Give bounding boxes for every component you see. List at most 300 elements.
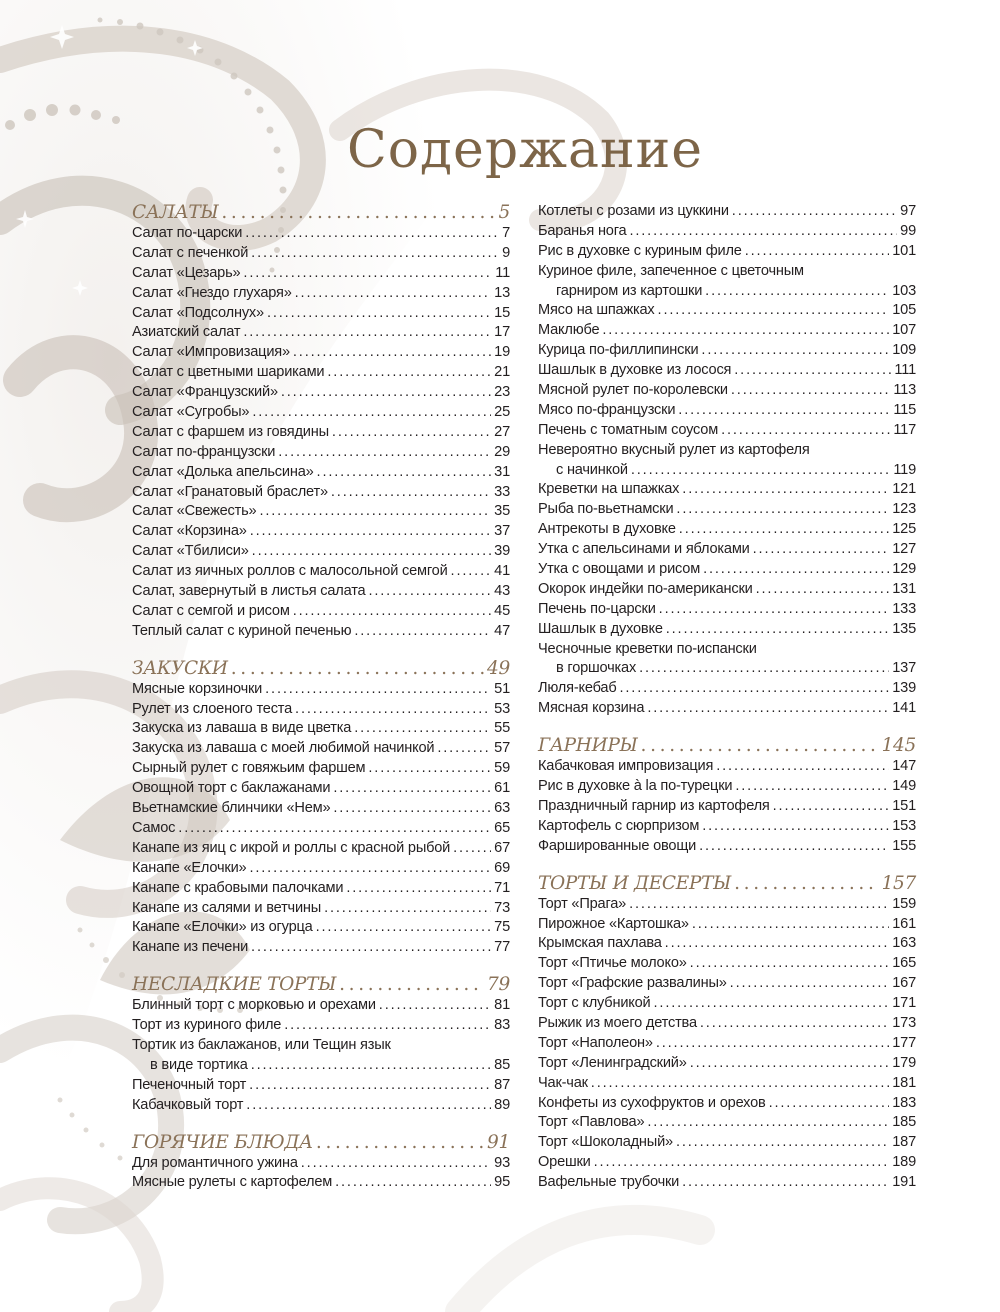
dot-leader	[265, 680, 491, 700]
toc-entry[interactable]	[132, 602, 510, 622]
entry-page-number: 29	[494, 443, 510, 460]
toc-entry[interactable]	[132, 284, 510, 304]
toc-entry[interactable]	[132, 859, 510, 879]
dot-leader	[676, 1133, 889, 1153]
dot-leader	[703, 560, 889, 580]
entry-label: Торт из куриного филе	[132, 1017, 282, 1034]
toc-entry[interactable]	[132, 522, 510, 542]
entry-label: Салат «Корзина»	[132, 523, 247, 540]
entry-label: Курица по-филлипински	[538, 342, 699, 359]
entry-page-number: 165	[892, 955, 916, 972]
entry-page-number: 21	[494, 364, 510, 381]
toc-entry[interactable]	[132, 700, 510, 720]
dot-leader	[295, 700, 491, 720]
entry-page-number: 187	[892, 1134, 916, 1151]
toc-entry[interactable]	[538, 341, 916, 361]
entry-label: Чесночные креветки по-испански	[538, 640, 757, 657]
section-heading[interactable]	[132, 1132, 510, 1154]
toc-entry[interactable]	[132, 323, 510, 343]
entry-label: Салат «Цезарь»	[132, 264, 241, 281]
toc-entry[interactable]	[132, 343, 510, 363]
toc-entry[interactable]	[538, 994, 916, 1014]
dot-leader	[327, 363, 491, 383]
dot-leader	[453, 839, 491, 859]
dot-leader	[259, 502, 491, 522]
entry-page-number: 43	[494, 583, 510, 600]
entry-page-number: 125	[892, 521, 916, 538]
toc-entry[interactable]	[132, 879, 510, 899]
toc-entry[interactable]	[538, 480, 916, 500]
toc-entry[interactable]	[132, 799, 510, 819]
dot-leader	[676, 500, 889, 520]
entry-label: Вьетнамские блинчики «Нем»	[132, 800, 331, 817]
dot-leader	[379, 996, 491, 1016]
entry-page-number: 71	[494, 879, 510, 896]
dot-leader	[692, 915, 889, 935]
entry-page-number: 77	[494, 939, 510, 956]
dot-leader	[249, 1076, 491, 1096]
entry-label: Теплый салат с куриной печенью	[132, 622, 352, 639]
toc-entry[interactable]	[538, 540, 916, 560]
toc-entry[interactable]	[538, 520, 916, 540]
toc-entry[interactable]	[132, 938, 510, 958]
section-page-number: 91	[487, 1131, 510, 1153]
dot-leader	[332, 423, 491, 443]
entry-page-number: 83	[494, 1017, 510, 1034]
dot-leader	[735, 777, 889, 797]
dot-leader	[639, 659, 889, 679]
entry-label: Орешки	[538, 1154, 591, 1171]
toc-entry[interactable]	[538, 620, 916, 640]
dot-leader	[619, 679, 889, 699]
entry-page-number: 161	[892, 915, 916, 932]
toc-entry[interactable]	[538, 1094, 916, 1114]
entry-page-number: 19	[494, 344, 510, 361]
dot-leader	[267, 304, 491, 324]
entry-label: Кабачковый торт	[132, 1096, 244, 1113]
toc-column-right	[538, 202, 916, 1209]
entry-label-continued: с начинкой	[556, 461, 628, 478]
toc-entry[interactable]	[132, 542, 510, 562]
toc-entry[interactable]	[538, 757, 916, 777]
section-page-number: 145	[881, 735, 916, 757]
section-heading[interactable]	[132, 658, 510, 680]
toc-entry[interactable]	[132, 1154, 510, 1174]
toc-entry[interactable]	[538, 262, 916, 302]
toc-entry[interactable]	[132, 899, 510, 919]
dot-leader	[339, 974, 484, 996]
entry-page-number: 115	[893, 401, 916, 418]
toc-entry[interactable]	[132, 1173, 510, 1193]
dot-leader	[594, 1153, 890, 1173]
toc-entry[interactable]	[538, 580, 916, 600]
entry-label: Самос	[132, 819, 176, 836]
entry-page-number: 87	[494, 1076, 510, 1093]
entry-label: Праздничный гарнир из картофеля	[538, 797, 770, 814]
toc-entry[interactable]	[132, 1096, 510, 1116]
entry-page-number: 41	[494, 563, 510, 580]
toc-entry[interactable]	[132, 562, 510, 582]
dot-leader	[243, 323, 491, 343]
toc-entry[interactable]	[538, 1054, 916, 1074]
toc-entry[interactable]	[132, 502, 510, 522]
dot-leader	[701, 341, 889, 361]
toc-entry[interactable]	[538, 797, 916, 817]
entry-label: Салат «Сугробы»	[132, 404, 250, 421]
entry-page-number: 97	[900, 203, 916, 219]
toc-entry[interactable]	[132, 363, 510, 383]
toc-entry[interactable]	[132, 819, 510, 839]
entry-label: Салат из яичных роллов с малосольной семгой	[132, 563, 448, 580]
entry-page-number: 183	[892, 1094, 916, 1111]
toc-entry[interactable]	[538, 640, 916, 680]
dot-leader	[333, 779, 491, 799]
entry-page-number: 149	[892, 778, 916, 795]
dot-leader	[631, 461, 890, 481]
dot-leader	[243, 264, 492, 284]
entry-label: Печень по-царски	[538, 600, 656, 617]
section-heading-label: НЕСЛАДКИЕ ТОРТЫ	[132, 974, 337, 996]
entry-page-number: 147	[892, 758, 916, 775]
entry-label: Канапе из салями и ветчины	[132, 899, 322, 916]
entry-page-number: 139	[892, 680, 916, 697]
entry-label: Креветки на шпажках	[538, 481, 680, 498]
toc-entry[interactable]	[132, 264, 510, 284]
toc-entry[interactable]	[538, 301, 916, 321]
dot-leader	[734, 361, 891, 381]
dot-leader	[284, 1016, 491, 1036]
entry-page-number: 99	[900, 222, 916, 239]
entry-continuation	[132, 1056, 510, 1076]
entry-label: Пирожное «Картошка»	[538, 915, 689, 932]
entry-label: Шашлык в духовке	[538, 620, 663, 637]
entry-label: Утка с овощами и рисом	[538, 561, 701, 578]
entry-label: Рулет из слоеного теста	[132, 700, 293, 717]
toc-entry[interactable]	[132, 779, 510, 799]
dot-leader	[678, 401, 890, 421]
toc-entry[interactable]	[538, 361, 916, 381]
dot-leader	[301, 1154, 491, 1174]
entry-page-number: 31	[494, 463, 510, 480]
toc-entry[interactable]	[538, 817, 916, 837]
toc-entry[interactable]	[132, 996, 510, 1016]
entry-label: Печень с томатным соусом	[538, 421, 719, 438]
dot-leader	[699, 837, 889, 857]
dot-leader	[368, 759, 491, 779]
entry-page-number: 137	[892, 660, 916, 677]
toc-section	[538, 735, 916, 856]
entry-label: Овощной торт с баклажанами	[132, 780, 331, 797]
toc-entry[interactable]	[538, 560, 916, 580]
dot-leader	[705, 282, 889, 302]
toc-entry[interactable]	[132, 383, 510, 403]
entry-label: Салат, завернутый в листья салата	[132, 583, 366, 600]
entry-label: Рыба по-вьетнамски	[538, 501, 674, 518]
toc-entry[interactable]	[538, 1014, 916, 1034]
toc-section	[538, 202, 916, 719]
dot-leader	[756, 580, 890, 600]
dot-leader	[629, 222, 897, 242]
dot-leader	[647, 1113, 889, 1133]
entry-label: Для романтичного ужина	[132, 1154, 298, 1171]
dot-leader	[335, 1173, 491, 1193]
toc-entry[interactable]	[132, 1076, 510, 1096]
entry-label: Маклюбе	[538, 322, 600, 339]
dot-leader	[251, 244, 499, 264]
dot-leader	[602, 321, 889, 341]
toc-entry[interactable]	[132, 1016, 510, 1036]
toc-entry[interactable]	[538, 1133, 916, 1153]
toc-entry[interactable]	[538, 1173, 916, 1193]
entry-label-continued: в горшочках	[556, 660, 637, 677]
dot-leader	[354, 719, 491, 739]
entry-page-number: 117	[893, 421, 916, 438]
toc-entry[interactable]	[132, 839, 510, 859]
dot-leader	[368, 582, 491, 602]
toc-entry[interactable]	[132, 304, 510, 324]
dot-leader	[690, 954, 890, 974]
entry-page-number: 119	[893, 461, 916, 478]
entry-label: Закуска из лаваша с моей любимой начинкой	[132, 740, 435, 757]
dot-leader	[295, 284, 492, 304]
entry-page-number: 109	[892, 342, 916, 359]
dot-leader	[654, 994, 890, 1014]
section-heading[interactable]	[538, 873, 916, 895]
entry-page-number: 141	[892, 700, 916, 717]
entry-page-number: 27	[494, 423, 510, 440]
entry-page-number: 55	[494, 720, 510, 737]
toc-entry[interactable]	[132, 403, 510, 423]
toc-entry[interactable]	[132, 719, 510, 739]
toc-column-left	[132, 202, 510, 1209]
entry-page-number: 127	[892, 541, 916, 558]
toc-entry[interactable]	[132, 759, 510, 779]
section-page-number: 49	[487, 657, 510, 679]
toc-entry[interactable]	[538, 401, 916, 421]
entry-page-number: 185	[892, 1114, 916, 1131]
dot-leader	[324, 899, 491, 919]
entry-page-number: 167	[892, 975, 916, 992]
dot-leader	[178, 819, 491, 839]
toc-entry[interactable]	[538, 777, 916, 797]
entry-page-number: 15	[494, 304, 510, 321]
toc-entry[interactable]	[538, 1074, 916, 1094]
entry-page-number: 47	[494, 622, 510, 639]
dot-leader	[591, 1074, 889, 1094]
dot-leader	[745, 242, 890, 262]
toc-entry[interactable]	[538, 895, 916, 915]
entry-label: Рис в духовке с куриным филе	[538, 242, 742, 259]
toc-entry[interactable]	[538, 381, 916, 401]
dot-leader	[250, 522, 491, 542]
toc-entry[interactable]	[538, 202, 916, 222]
entry-page-number: 7	[502, 225, 510, 241]
toc-entry[interactable]	[132, 918, 510, 938]
entry-label: Мясо по-французски	[538, 401, 676, 418]
entry-page-number: 129	[892, 561, 916, 578]
entry-label: Кабачковая импровизация	[538, 758, 714, 775]
dot-leader	[730, 974, 890, 994]
toc-entry[interactable]	[132, 1036, 510, 1076]
dot-leader	[666, 620, 890, 640]
section-heading-label: ТОРТЫ И ДЕСЕРТЫ	[538, 872, 732, 894]
dot-leader	[231, 658, 484, 680]
entry-label: Рыжик из моего детства	[538, 1014, 697, 1031]
entry-page-number: 69	[494, 859, 510, 876]
entry-page-number: 107	[892, 322, 916, 339]
toc-entry[interactable]	[538, 1113, 916, 1133]
toc-entry[interactable]	[538, 974, 916, 994]
entry-label: Салат «Тбилиси»	[132, 543, 249, 560]
entry-label: Печеночный торт	[132, 1076, 247, 1093]
section-heading[interactable]	[132, 974, 510, 996]
toc-entry[interactable]	[132, 622, 510, 642]
entry-label: Чак-чак	[538, 1074, 588, 1091]
entry-page-number: 51	[494, 680, 510, 697]
entry-label: Салат «Долька апельсина»	[132, 463, 314, 480]
toc-entry[interactable]	[538, 934, 916, 954]
entry-label: Канапе «Елочки»	[132, 859, 247, 876]
entry-page-number: 191	[892, 1174, 916, 1191]
entry-page-number: 151	[892, 797, 916, 814]
entry-label: Мясная корзина	[538, 700, 645, 717]
toc-entry[interactable]	[538, 1153, 916, 1173]
dot-leader	[659, 600, 890, 620]
entry-page-number: 101	[892, 242, 916, 259]
entry-page-number: 113	[893, 382, 916, 399]
entry-label: Торт «Наполеон»	[538, 1034, 653, 1051]
toc-entry[interactable]	[132, 582, 510, 602]
toc-section	[538, 873, 916, 1193]
entry-label: Куриное филе, запеченное с цветочным	[538, 262, 804, 279]
entry-label: Торт «Графские развалины»	[538, 975, 727, 992]
toc-entry[interactable]	[538, 500, 916, 520]
entry-page-number: 93	[494, 1154, 510, 1171]
entry-label: Невероятно вкусный рулет из картофеля	[538, 441, 810, 458]
dot-leader	[437, 739, 491, 759]
toc-entry[interactable]	[538, 242, 916, 262]
toc-entry[interactable]	[538, 441, 916, 481]
section-heading-label: ГОРЯЧИЕ БЛЮДА	[132, 1131, 313, 1153]
entry-label: Салат с семгой и рисом	[132, 602, 290, 619]
entry-page-number: 163	[892, 935, 916, 952]
entry-label: Люля-кебаб	[538, 680, 617, 697]
dot-leader	[700, 1014, 889, 1034]
toc-section	[132, 1132, 510, 1194]
toc-entry[interactable]	[132, 224, 510, 244]
entry-label: Конфеты из сухофруктов и орехов	[538, 1094, 766, 1111]
entry-page-number: 25	[494, 404, 510, 421]
entry-label: Вафельные трубочки	[538, 1174, 680, 1191]
entry-page-number: 67	[494, 839, 510, 856]
entry-page-number: 9	[502, 244, 510, 261]
toc-entry[interactable]	[538, 954, 916, 974]
section-heading-label: ГАРНИРЫ	[538, 735, 638, 757]
entry-label: Салат с фаршем из говядины	[132, 423, 329, 440]
entry-page-number: 35	[494, 503, 510, 520]
entry-page-number: 111	[894, 362, 916, 379]
entry-page-number: 103	[892, 282, 916, 299]
entry-page-number: 45	[494, 602, 510, 619]
entry-page-number: 181	[892, 1074, 916, 1091]
entry-label: Канапе из печени	[132, 939, 249, 956]
entry-label: Мясной рулет по-королевски	[538, 382, 728, 399]
toc-entry[interactable]	[132, 443, 510, 463]
toc-entry[interactable]	[132, 463, 510, 483]
toc-entry[interactable]	[132, 483, 510, 503]
entry-continuation	[538, 659, 916, 679]
toc-entry[interactable]	[538, 421, 916, 441]
dot-leader	[732, 202, 897, 222]
entry-page-number: 53	[494, 700, 510, 717]
toc-entry[interactable]	[132, 244, 510, 264]
section-heading[interactable]	[132, 202, 510, 224]
dot-leader	[281, 383, 491, 403]
entry-page-number: 63	[494, 800, 510, 817]
entry-label: Салат по-царски	[132, 225, 243, 241]
dot-leader	[246, 1096, 491, 1116]
toc-entry[interactable]	[132, 680, 510, 700]
entry-label: Котлеты с розами из цуккини	[538, 203, 729, 219]
toc-entry[interactable]	[538, 222, 916, 242]
entry-label: Салат «Французский»	[132, 384, 278, 401]
entry-page-number: 61	[494, 780, 510, 797]
dot-leader	[333, 799, 491, 819]
entry-label: Азиатский салат	[132, 324, 241, 341]
entry-label: Салат по-французски	[132, 443, 276, 460]
entry-page-number: 75	[494, 919, 510, 936]
section-heading-label: САЛАТЫ	[132, 202, 219, 223]
dot-leader	[690, 1054, 890, 1074]
dot-leader	[252, 542, 492, 562]
toc-entry[interactable]	[132, 739, 510, 759]
entry-label: Окорок индейки по-американски	[538, 580, 753, 597]
entry-page-number: 81	[494, 997, 510, 1014]
entry-label: Рис в духовке à la по-турецки	[538, 778, 733, 795]
dot-leader	[641, 735, 879, 757]
toc-entry[interactable]	[538, 699, 916, 719]
entry-page-number: 33	[494, 483, 510, 500]
entry-page-number: 17	[494, 324, 510, 341]
entry-page-number: 65	[494, 819, 510, 836]
toc-entry[interactable]	[538, 600, 916, 620]
entry-page-number: 23	[494, 384, 510, 401]
toc-entry[interactable]	[132, 423, 510, 443]
entry-label: Салат с цветными шариками	[132, 364, 325, 381]
toc-entry[interactable]	[538, 837, 916, 857]
toc-entry[interactable]	[538, 915, 916, 935]
dot-leader	[682, 480, 889, 500]
dot-leader	[249, 859, 491, 879]
dot-leader	[316, 1132, 484, 1154]
entry-page-number: 171	[892, 995, 916, 1012]
toc-entry[interactable]	[538, 1034, 916, 1054]
toc-section	[132, 658, 510, 958]
entry-label: Торт «Прага»	[538, 895, 627, 912]
dot-leader	[317, 463, 492, 483]
dot-leader	[656, 1034, 889, 1054]
section-heading[interactable]	[538, 735, 916, 757]
toc-entry[interactable]	[538, 321, 916, 341]
entry-label: Сырный рулет с говяжьим фаршем	[132, 760, 366, 777]
toc-entry[interactable]	[538, 679, 916, 699]
entry-label: Торт «Ленинградский»	[538, 1054, 687, 1071]
entry-label: Мясо на шпажках	[538, 302, 655, 319]
entry-label: Канапе из яиц с икрой и роллы с красной рыбой	[132, 839, 451, 856]
dot-leader	[251, 1056, 491, 1076]
entry-label: Закуска из лаваша в виде цветка	[132, 720, 352, 737]
entry-page-number: 105	[892, 302, 916, 319]
